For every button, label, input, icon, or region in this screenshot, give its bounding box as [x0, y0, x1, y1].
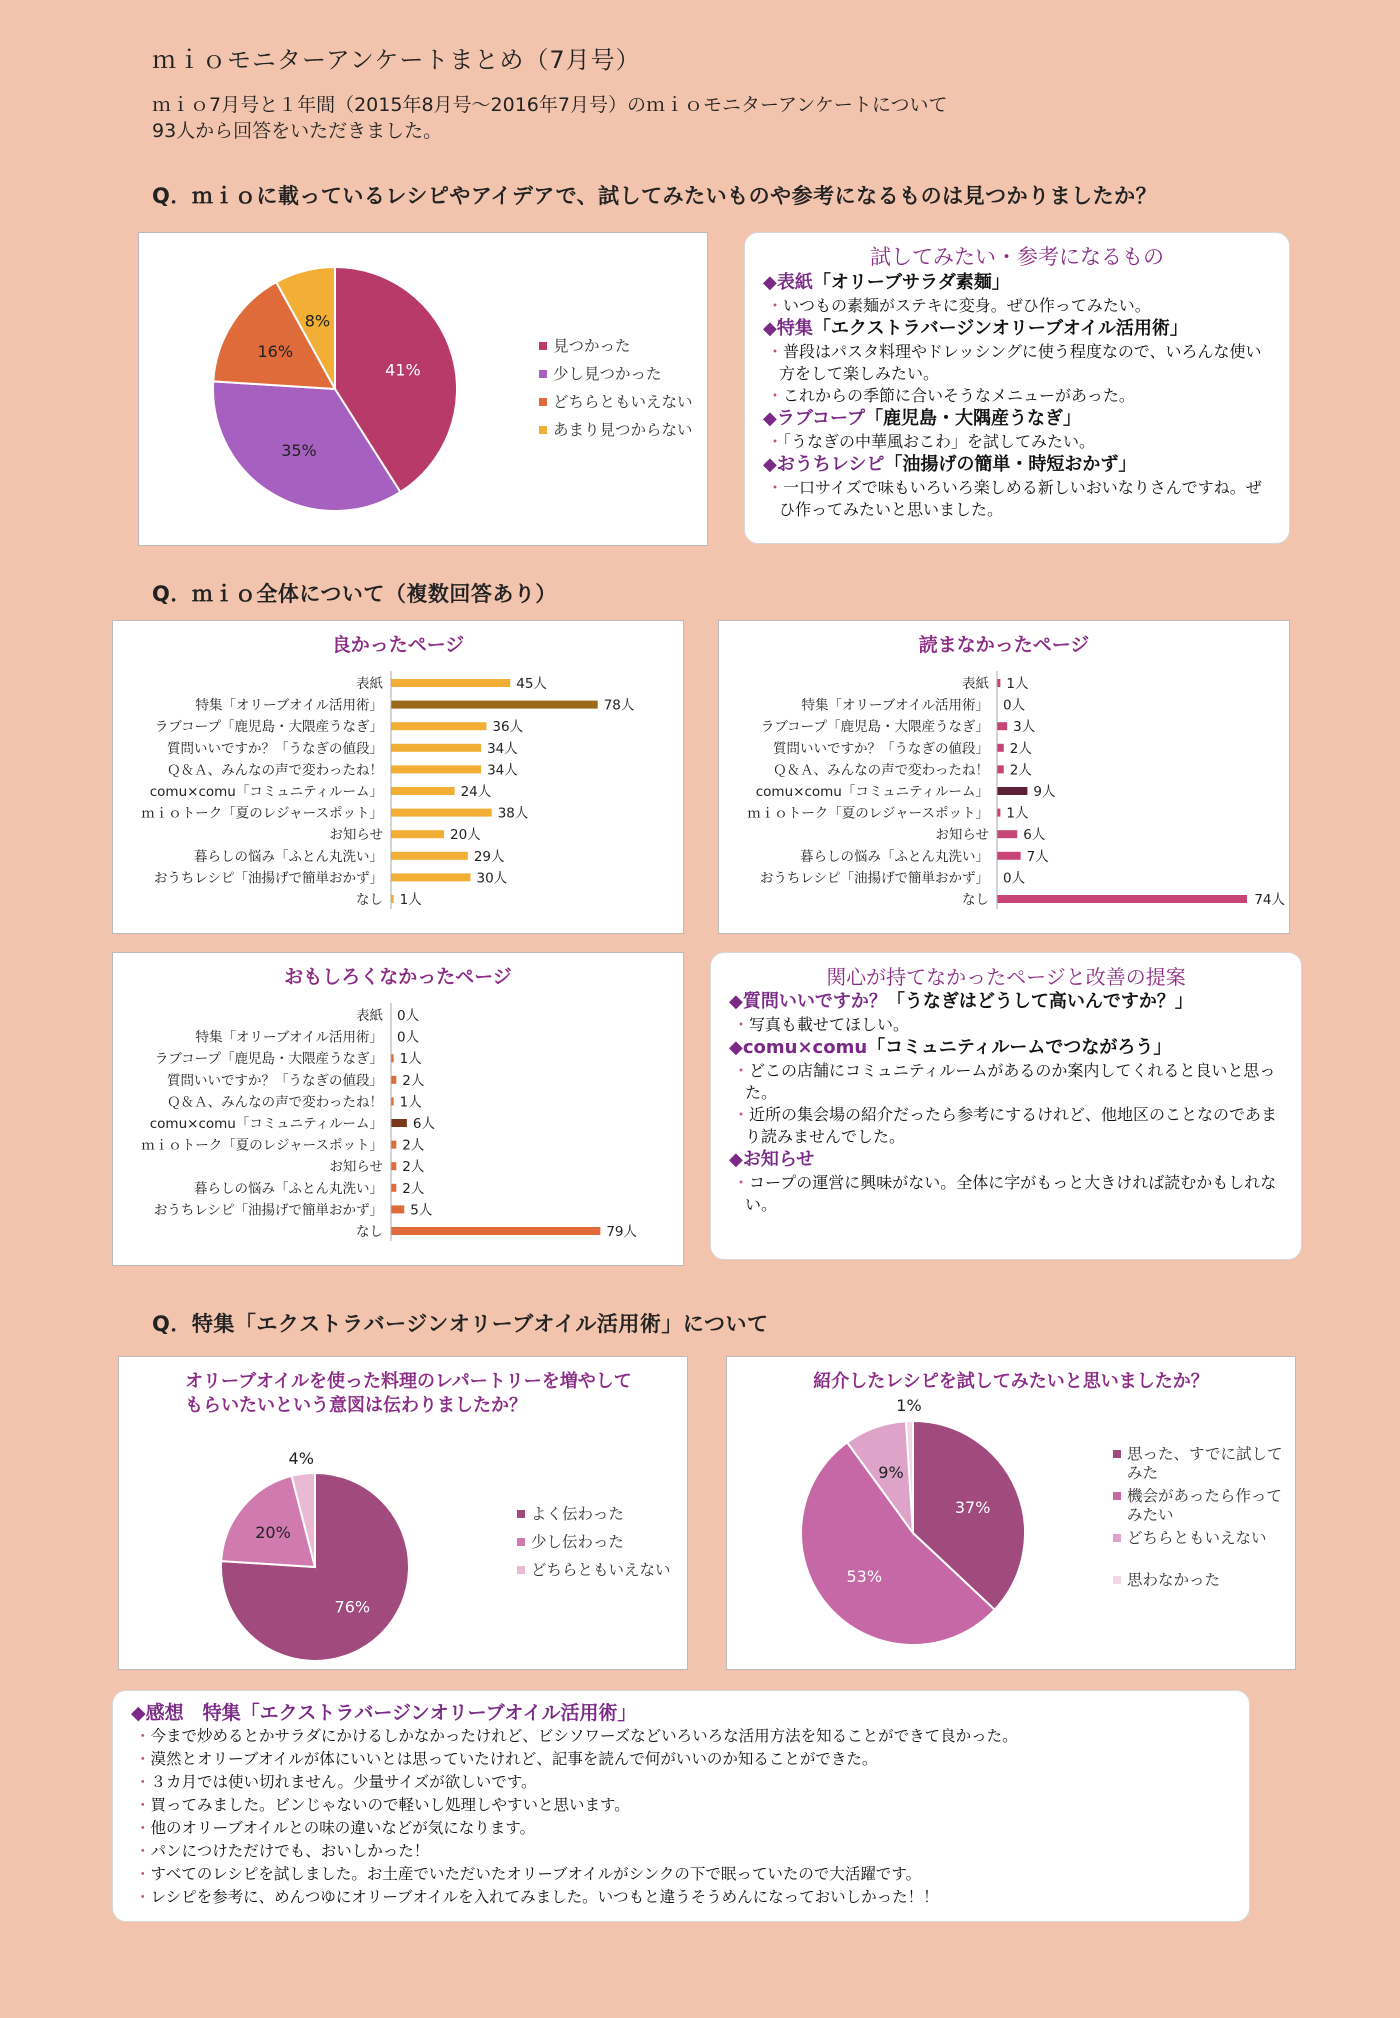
bar-3: [997, 744, 1004, 752]
feedback-item: ・ パンにつけただけでも、おいしかった！: [131, 1840, 1233, 1863]
legend-label-2: どちらともいえない: [531, 1561, 671, 1579]
bar-5: [391, 787, 455, 795]
try-pie-panel: [726, 1356, 1296, 1670]
bar-category-label-9: おうちレシピ「油揚げで簡単おかず」: [759, 870, 989, 887]
bar-category-label-10: なし: [962, 892, 989, 908]
bar-7: [391, 830, 444, 838]
bar-0: [391, 679, 510, 687]
bar-value-label-5: 6人: [412, 1116, 435, 1132]
feedback-item: ・ 今まで炒めるとかサラダにかけるしかなかったけれど、ビシソワーズなどいろいろな活用方法を知ることができて良かった。: [131, 1725, 1233, 1748]
bar-7: [391, 1162, 396, 1170]
legend-swatch-2: [1113, 1534, 1121, 1542]
legend-label-1: 少し見つかった: [553, 365, 662, 383]
bar-category-label-5: comu×comu「コミュニティルーム」: [149, 784, 383, 800]
bar-value-label-3: 2人: [1009, 740, 1032, 757]
pie-label-2: 9%: [878, 1462, 904, 1482]
feedback-item: ・ ３カ月では使い切れません。少量サイズが欲しいです。: [131, 1771, 1233, 1794]
bar-value-label-1: 0人: [397, 1029, 420, 1046]
comment-heading-subject: 「オリーブサラダ素麺」: [812, 272, 1010, 293]
bar-value-label-1: 0人: [1003, 697, 1026, 714]
feedback-item: ・ 買ってみました。ビンじゃないので軽いし処理しやすいと思います。: [131, 1794, 1233, 1817]
comment-item: ・ 一口サイズで味もいろいろ楽しめる新しいおいなりさんですね。ぜひ作ってみたいと思いました。: [763, 477, 1273, 521]
legend-label-2: どちらともいえない: [553, 393, 693, 411]
intro-line-1: ｍｉｏ7月号と１年間（2015年8月号〜2016年7月号）のｍｉｏモニターアンケートについて: [152, 94, 948, 116]
bar-category-label-7: お知らせ: [329, 1159, 383, 1176]
comment-item: ・ これからの季節に合いそうなメニューがあった。: [763, 385, 1273, 407]
comment-heading: [729, 1036, 1285, 1060]
legend-label-0: 見つかった: [553, 337, 631, 355]
bar-5: [997, 787, 1027, 795]
pie-label-2: 4%: [288, 1448, 314, 1468]
comment-item: ・ 近所の集会場の紹介だったら参考にするけれど、他地区のことなのであまり読みませんでした。: [729, 1104, 1285, 1148]
bar-9: [391, 1205, 404, 1213]
feedback-list: [113, 1691, 1249, 1909]
bar-category-label-10: なし: [356, 892, 383, 908]
intent-pie-chart: [119, 1357, 687, 1669]
bar-category-label-2: ラブコープ「鹿児島・大隈産うなぎ」: [760, 719, 989, 736]
legend-swatch-0: [517, 1510, 525, 1518]
found-comment-panel: [744, 232, 1290, 544]
bar-value-label-8: 29人: [473, 848, 505, 865]
legend-swatch-1: [539, 370, 547, 378]
bar-value-label-7: 2人: [402, 1159, 425, 1176]
intro-line-2: 93人から回答をいただきました。: [152, 120, 443, 142]
try-pie-chart: [727, 1357, 1295, 1669]
bar-category-label-0: 表紙: [962, 676, 989, 692]
bar-9: [391, 873, 471, 881]
bar-category-label-4: Ｑ＆Ａ、みんなの声で変わったね！: [167, 762, 383, 779]
bar-8: [391, 852, 468, 860]
comment-heading-subject: 「エクストラバージンオリーブオイル活用術」: [812, 318, 1188, 339]
legend-swatch-3: [1113, 1576, 1121, 1584]
bar-category-label-1: 特集「オリーブオイル活用術」: [195, 697, 383, 714]
found-pie-chart: [139, 233, 707, 545]
legend-label-0: よく伝わった: [531, 1505, 624, 1523]
bar-category-label-3: 質問いいですか？「うなぎの値段」: [773, 740, 989, 757]
comment-item: ・ どこの店舗にコミュニティルームがあるのか案内してくれると良いと思った。: [729, 1060, 1285, 1104]
bar-value-label-5: 9人: [1033, 784, 1056, 800]
bar-value-label-2: 1人: [399, 1051, 422, 1068]
good-pages-bar-chart: [113, 621, 683, 933]
bar-2: [997, 722, 1007, 730]
bar-0: [997, 679, 1000, 687]
legend-swatch-0: [539, 342, 547, 350]
bar-category-label-9: おうちレシピ「油揚げで簡単おかず」: [153, 1202, 383, 1219]
bar-category-label-0: 表紙: [356, 1008, 383, 1024]
boring-pages-panel: [112, 952, 684, 1266]
intent-pie-panel: [118, 1356, 688, 1670]
bar-4: [391, 765, 481, 773]
comment-item: ・ 「うなぎの中華風おこわ」を試してみたい。: [763, 431, 1273, 453]
comment-heading-subject: 「コミュニティルームでつながろう」: [867, 1037, 1172, 1058]
page-title: ｍｉｏモニターアンケートまとめ（7月号）: [152, 46, 641, 74]
improve-comment-list: [711, 990, 1301, 1216]
bar-value-label-4: 1人: [399, 1094, 422, 1111]
bar-category-label-6: ｍｉｏトーク「夏のレジャースポット」: [747, 805, 989, 822]
comment-heading-label: ◆ラブコープ: [763, 408, 866, 429]
bar-category-label-6: ｍｉｏトーク「夏のレジャースポット」: [141, 805, 383, 822]
bar-value-label-7: 6人: [1023, 827, 1046, 844]
legend-label-3: 思わなかった: [1127, 1571, 1221, 1589]
comment-heading: [729, 990, 1285, 1014]
bar-10: [391, 1227, 600, 1235]
feedback-item: ・ 漠然とオリーブオイルが体にいいとは思っていたけれど、記事を読んで何がいいのか知ることができた。: [131, 1748, 1233, 1771]
pie-label-3: 1%: [896, 1396, 922, 1416]
bar-7: [997, 830, 1017, 838]
bar-3: [391, 744, 481, 752]
pie-label-0: 41%: [385, 360, 421, 380]
bar-value-label-0: 1人: [1006, 676, 1029, 692]
bar-2: [391, 722, 486, 730]
legend-swatch-2: [539, 398, 547, 406]
bar-1: [391, 701, 598, 709]
bar-value-label-0: 0人: [397, 1008, 420, 1024]
comment-item: ・ 普段はパスタ料理やドレッシングに使う程度なので、いろんな使い方をして楽しみたい。: [763, 341, 1273, 385]
bar-3: [391, 1076, 396, 1084]
bar-value-label-0: 45人: [516, 676, 547, 692]
bar-category-label-8: 暮らしの悩み「ふとん丸洗い」: [800, 848, 989, 865]
pie-label-1: 35%: [281, 440, 317, 460]
bar-value-label-9: 0人: [1003, 870, 1026, 887]
bar-value-label-6: 38人: [497, 805, 529, 822]
unread-pages-panel: [718, 620, 1290, 934]
found-comment-list: [745, 271, 1289, 521]
bar-category-label-4: Ｑ＆Ａ、みんなの声で変わったね！: [773, 762, 989, 779]
comment-heading: [729, 1148, 1285, 1172]
boring-pages-bar-chart: [113, 953, 683, 1265]
bar-value-label-2: 3人: [1013, 719, 1036, 736]
bar-6: [997, 809, 1000, 817]
bar-category-label-1: 特集「オリーブオイル活用術」: [801, 697, 989, 714]
bar-category-label-7: お知らせ: [935, 827, 989, 844]
feedback-item: ・ レシピを参考に、めんつゆにオリーブオイルを入れてみました。いつもと違うそうめんになっておいしかった！！: [131, 1886, 1233, 1909]
intro-text: [152, 92, 948, 144]
comment-heading: [763, 453, 1273, 477]
bar-value-label-10: 79人: [606, 1224, 638, 1240]
comment-item: ・ 写真も載せてほしい。: [729, 1014, 1285, 1036]
comment-heading-label: ◆特集: [763, 318, 813, 339]
bar-value-label-3: 34人: [487, 740, 518, 757]
bar-8: [391, 1184, 396, 1192]
feedback-panel: [112, 1690, 1250, 1922]
bar-value-label-4: 34人: [487, 762, 518, 779]
bar-value-label-5: 24人: [460, 784, 492, 800]
bar-category-label-7: お知らせ: [329, 827, 383, 844]
bar-value-label-6: 1人: [1006, 805, 1029, 822]
feedback-item: ・ 他のオリーブオイルとの味の違いなどが気になります。: [131, 1817, 1233, 1840]
bar-value-label-1: 78人: [603, 697, 635, 714]
bar-value-label-10: 1人: [399, 892, 422, 908]
bar-category-label-6: ｍｉｏトーク「夏のレジャースポット」: [141, 1137, 383, 1154]
comment-heading-label: ◆comu×comu: [729, 1037, 868, 1058]
bar-category-label-5: comu×comu「コミュニティルーム」: [755, 784, 989, 800]
comment-heading-subject: 「油揚げの簡単・時短おかず」: [884, 454, 1137, 475]
bar-category-label-1: 特集「オリーブオイル活用術」: [195, 1029, 383, 1046]
question-3: Q．特集「エクストラバージンオリーブオイル活用術」について: [152, 1312, 769, 1336]
pie-label-2: 16%: [257, 342, 294, 362]
pie-label-1: 53%: [846, 1566, 883, 1586]
comment-heading-label: ◆おうちレシピ: [763, 454, 885, 475]
comment-heading: [763, 271, 1273, 295]
legend-label-0: 思った、すでに試してみた: [1127, 1445, 1283, 1482]
legend-swatch-2: [517, 1566, 525, 1574]
feedback-heading: ◆感想 特集「エクストラバージンオリーブオイル活用術」: [131, 1702, 637, 1724]
pie-label-3: 8%: [304, 311, 331, 331]
legend-label-3: あまり見つからない: [553, 421, 693, 439]
bar-value-label-9: 30人: [476, 870, 508, 887]
bar-category-label-8: 暮らしの悩み「ふとん丸洗い」: [194, 848, 383, 865]
bar-4: [997, 765, 1004, 773]
feedback-item: ・ すべてのレシピを試しました。お土産でいただいたオリーブオイルがシンクの下で眠っていたので大活躍です。: [131, 1863, 1233, 1886]
bar-chart-title: 良かったページ: [331, 634, 465, 656]
pie-title: 紹介したレシピを試してみたいと思いましたか？: [813, 1371, 1209, 1392]
bar-value-label-3: 2人: [402, 1072, 425, 1089]
question-1: Q．ｍｉｏに載っているレシピやアイデアで、試してみたいものや参考になるものは見つかりましたか？: [152, 184, 1158, 208]
bar-value-label-7: 20人: [450, 827, 481, 844]
pie-label-1: 20%: [255, 1523, 291, 1543]
pie-label-0: 37%: [954, 1498, 991, 1518]
legend-swatch-0: [1113, 1450, 1121, 1458]
bar-category-label-3: 質問いいですか？「うなぎの値段」: [167, 740, 383, 757]
bar-category-label-3: 質問いいですか？「うなぎの値段」: [167, 1072, 383, 1089]
bar-value-label-4: 2人: [1009, 762, 1032, 779]
bar-value-label-8: 2人: [402, 1180, 425, 1197]
bar-value-label-10: 74人: [1254, 892, 1285, 908]
bar-8: [997, 852, 1021, 860]
unread-pages-bar-chart: [719, 621, 1289, 933]
good-pages-panel: [112, 620, 684, 934]
bar-value-label-8: 7人: [1026, 848, 1049, 865]
bar-value-label-9: 5人: [410, 1202, 433, 1219]
bar-category-label-4: Ｑ＆Ａ、みんなの声で変わったね！: [167, 1094, 383, 1111]
comment-heading-label: ◆質問いいですか？: [729, 991, 887, 1012]
pie-title: オリーブオイルを使った料理のレパートリーを増やしてもらいたいという意図は伝わりましたか？: [185, 1371, 632, 1416]
question-2: Q．ｍｉｏ全体について（複数回答あり）: [152, 582, 557, 606]
comment-heading-label: ◆お知らせ: [729, 1149, 815, 1170]
found-pie-panel: [138, 232, 708, 546]
legend-label-1: 機会があったら作ってみたい: [1127, 1487, 1282, 1524]
bar-category-label-5: comu×comu「コミュニティルーム」: [149, 1116, 383, 1132]
comment-heading-subject: 「鹿児島・大隅産うなぎ」: [865, 408, 1082, 429]
legend-label-2: どちらともいえない: [1127, 1529, 1267, 1547]
comment-heading-subject: 「うなぎはどうして高いんですか？」: [886, 991, 1193, 1012]
improve-comment-panel: [710, 952, 1302, 1260]
bar-6: [391, 809, 492, 817]
bar-6: [391, 1141, 396, 1149]
comment-heading-label: ◆表紙: [763, 272, 813, 293]
bar-category-label-0: 表紙: [356, 676, 383, 692]
bar-category-label-10: なし: [356, 1224, 383, 1240]
bar-category-label-9: おうちレシピ「油揚げで簡単おかず」: [153, 870, 383, 887]
found-comment-title: 試してみたい・参考になるもの: [870, 245, 1164, 269]
bar-category-label-2: ラブコープ「鹿児島・大隈産うなぎ」: [154, 719, 383, 736]
comment-item: ・ いつもの素麺がステキに変身。ぜひ作ってみたい。: [763, 295, 1273, 317]
legend-swatch-1: [1113, 1492, 1121, 1500]
bar-10: [997, 895, 1247, 903]
legend-swatch-1: [517, 1538, 525, 1546]
bar-value-label-2: 36人: [492, 719, 524, 736]
comment-heading: [763, 407, 1273, 431]
improve-comment-title: 関心が持てなかったページと改善の提案: [826, 965, 1186, 989]
bar-value-label-6: 2人: [402, 1137, 425, 1154]
comment-heading: [763, 317, 1273, 341]
bar-5: [391, 1119, 407, 1127]
bar-category-label-8: 暮らしの悩み「ふとん丸洗い」: [194, 1180, 383, 1197]
pie-label-0: 76%: [334, 1597, 371, 1617]
bar-category-label-2: ラブコープ「鹿児島・大隈産うなぎ」: [154, 1051, 383, 1068]
bar-chart-title: おもしろくなかったページ: [284, 966, 512, 988]
bar-chart-title: 読まなかったページ: [918, 634, 1090, 656]
comment-item: ・ コープの運営に興味がない。全体に字がもっと大きければ読むかもしれない。: [729, 1172, 1285, 1216]
legend-label-1: 少し伝わった: [531, 1533, 624, 1551]
legend-swatch-3: [539, 426, 547, 434]
